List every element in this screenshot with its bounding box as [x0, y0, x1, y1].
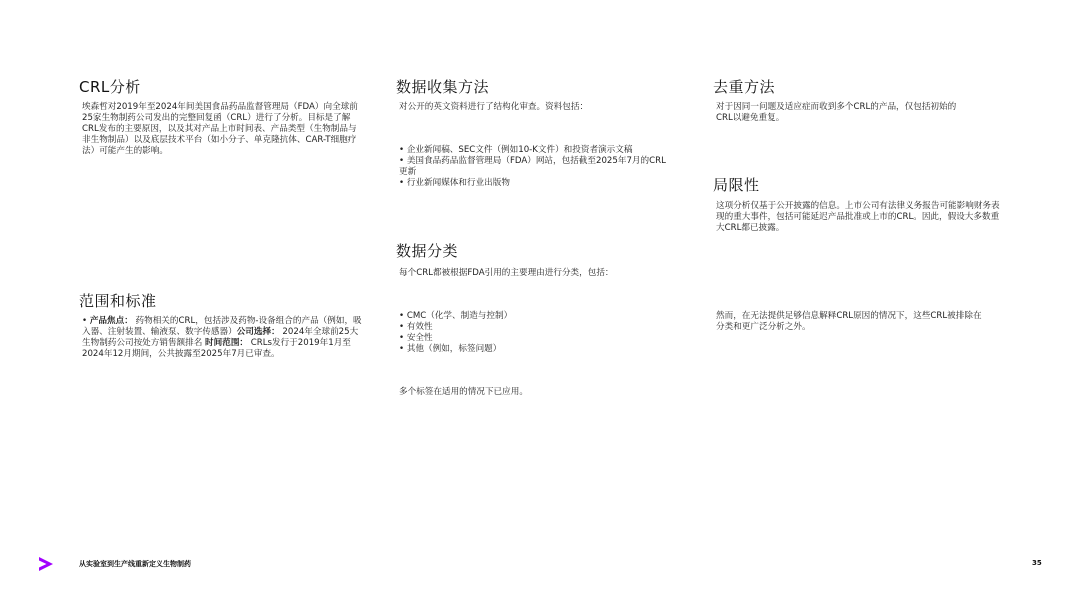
section-scope: [79, 290, 157, 311]
list-item: • 企业新闻稿、SEC文件（例如10-K文件）和投资者演示文稿: [399, 145, 667, 156]
data-collection-wrap: [399, 102, 667, 189]
heading-classification: 数据分类: [396, 242, 459, 260]
list-item: • CMC（化学、制造与控制）: [399, 311, 667, 322]
page-number: 35: [1032, 559, 1042, 567]
scope-product-text: 药物相关的CRL，包括涉及药物-设备组合的产品（例如，吸入器、注射装置、输液泵、数字传感器）: [82, 316, 362, 337]
section-dedup: [713, 76, 775, 97]
crl-analysis-body: 埃森哲对2019年至2024年间美国食品药品监督管理局（FDA）向全球前25家生物制药公司发出的完整回复函（CRL）进行了分析。目标是了解CRL发布的主要原因，以及其对产品上市时间表、产品类型（生物制品与非生物制品）以及底层技术平台（如小分子、单克隆抗体、CAR-T细胞疗法）可能产生的影响。: [82, 102, 358, 156]
classification-wrap: [399, 268, 667, 398]
accenture-chevron-icon: [38, 556, 54, 572]
heading-limitations: 局限性: [713, 176, 760, 194]
list-item: • 其他（例如，标签问题）: [399, 344, 667, 355]
heading-dedup: 去重方法: [713, 78, 776, 96]
limitations-wrap: [716, 201, 1002, 234]
scope-time-text: CRLs发行于2019年1月至2024年12月期间，公共披露至2025年7月已审查。: [82, 338, 351, 359]
data-collection-intro: 对公开的英文资料进行了结构化审查。资料包括：: [399, 102, 589, 112]
scope-company-label: 公司选择：: [236, 327, 280, 337]
classification-note: 多个标签在适用的情况下已应用。: [399, 387, 528, 397]
limitations-note: 然而，在无法提供足够信息解释CRL原因的情况下，这些CRL被排除在分类和更广泛分析之外。: [716, 311, 982, 332]
heading-data-collection: 数据收集方法: [396, 78, 490, 96]
classification-intro: 每个CRL都被根据FDA引用的主要理由进行分类，包括：: [399, 268, 614, 278]
list-item: • 有效性: [399, 322, 667, 333]
scope-body: • 产品焦点： 药物相关的CRL，包括涉及药物-设备组合的产品（例如，吸入器、注射装置、输液泵、数字传感器）公司选择： 2024年全球前25大生物制药公司按处方销售额排名 时间范围： CRLs发行于2019年1月至2024年12月期间，公共披露至2025年7月已审查。: [82, 316, 362, 359]
heading-crl-analysis: CRL分析: [79, 78, 141, 96]
scope-body-wrap: [82, 316, 362, 360]
footer-text: 从实验室到生产线重新定义生物制药: [79, 560, 191, 568]
scope-company-text: 2024年全球前25大生物制药公司按处方销售额排名: [82, 327, 359, 348]
crl-analysis-body-wrap: [82, 102, 358, 157]
dedup-body: 对于因同一问题及适应症而收到多个CRL的产品，仅包括初始的CRL以避免重复。: [716, 102, 957, 123]
heading-scope: 范围和标准: [79, 292, 157, 310]
section-data-collection: [396, 76, 489, 97]
dedup-wrap: [716, 102, 966, 124]
section-classification: [396, 240, 458, 261]
list-item: • 行业新闻媒体和行业出版物: [399, 178, 667, 189]
limitations-note-wrap: [716, 311, 986, 333]
limitations-body: 这项分析仅基于公开披露的信息。上市公司有法律义务报告可能影响财务表现的重大事件，包括可能延迟产品批准或上市的CRL。因此，假设大多数重大CRL都已披露。: [716, 201, 1000, 233]
list-item: • 安全性: [399, 333, 667, 344]
data-collection-list: [399, 145, 667, 189]
section-limitations: [713, 174, 760, 195]
scope-product-label: 产品焦点：: [89, 316, 133, 326]
list-item: • 美国食品药品监督管理局（FDA）网站，包括截至2025年7月的CRL更新: [399, 156, 667, 178]
scope-time-label: 时间范围：: [205, 338, 249, 348]
classification-list: [399, 311, 667, 355]
section-crl-analysis: [79, 76, 141, 97]
